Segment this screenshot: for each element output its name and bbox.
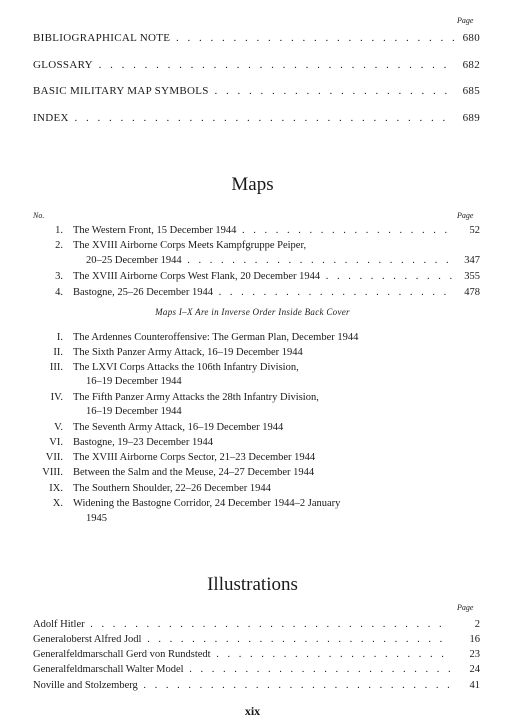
toc-entry-label: BASIC MILITARY MAP SYMBOLS . . .	[33, 84, 454, 98]
illustration-page: 16	[466, 633, 481, 646]
map-number: V.	[54, 422, 63, 433]
map-entry-VII[interactable]	[33, 451, 480, 464]
map-entry-X[interactable]	[33, 497, 480, 510]
map-page: 347	[460, 254, 480, 267]
map-page: 355	[460, 270, 480, 283]
map-entry-2[interactable]	[33, 239, 480, 252]
map-title: The Sixth Panzer Army Attack, 16–19 December 1944	[73, 347, 303, 358]
map-title: The Seventh Army Attack, 16–19 December 1944	[73, 422, 284, 433]
illustration-title: Generalfeldmarschall Gerd von Rundstedt . . .	[33, 648, 450, 661]
map-title-continued: 16–19 December 1944	[86, 376, 182, 387]
illustration-page: 24	[466, 663, 481, 676]
illustration-title: Noville and Stolzemberg . . .	[33, 679, 450, 692]
map-number: IX.	[49, 483, 63, 494]
illustration-page: 23	[466, 648, 481, 661]
page-column-header: Page	[457, 603, 474, 612]
map-entry-III[interactable]	[33, 361, 480, 374]
map-title-continued: 16–19 December 1944	[86, 406, 182, 417]
map-title-continued: 1945	[86, 513, 107, 524]
map-entry-VIII[interactable]	[33, 466, 480, 479]
map-number: 1.	[55, 225, 63, 236]
map-entry-II[interactable]	[33, 346, 480, 359]
map-title: Between the Salm and the Meuse, 24–27 December 1944	[73, 467, 315, 478]
illustration-entry-gerd-von-rundstedt[interactable]	[33, 648, 480, 661]
illustration-title: Adolf Hitler . . .	[33, 618, 450, 631]
map-number: I.	[56, 332, 63, 343]
page-column-header: Page	[457, 16, 474, 25]
toc-entry-label: BIBLIOGRAPHICAL NOTE . . .	[33, 31, 454, 45]
map-number: VI.	[49, 437, 63, 448]
map-title-continued: 20–25 December 1944 . . .	[86, 254, 452, 267]
toc-entry-page: 680	[459, 31, 480, 45]
map-entry-IX[interactable]	[33, 482, 480, 495]
toc-entry-bibliographical-note[interactable]	[33, 31, 480, 45]
no-column-header: No.	[33, 211, 45, 220]
illustration-entry-alfred-jodl[interactable]	[33, 633, 480, 646]
toc-entry-label: GLOSSARY . . .	[33, 58, 454, 72]
page-column-header: Page	[457, 211, 474, 220]
illustrations-heading: Illustrations	[207, 574, 298, 595]
map-number: IV.	[50, 392, 63, 403]
map-number: II.	[53, 347, 63, 358]
map-entry-1[interactable]	[33, 224, 480, 237]
map-title: The Western Front, 15 December 1944 . . .	[73, 224, 452, 237]
illustration-page: 2	[471, 618, 480, 631]
map-number: 4.	[55, 287, 63, 298]
map-entry-IV-continued	[33, 405, 480, 418]
map-entry-I[interactable]	[33, 331, 480, 344]
map-entry-3[interactable]	[33, 270, 480, 283]
map-title: Bastogne, 25–26 December 1944 . . .	[73, 286, 452, 299]
map-entry-III-continued	[33, 375, 480, 388]
map-entry-4[interactable]	[33, 286, 480, 299]
map-number: 3.	[55, 271, 63, 282]
map-title: The Fifth Panzer Army Attacks the 28th Infantry Division,	[73, 392, 319, 403]
map-title: The XVIII Airborne Corps West Flank, 20 December 1944 . . .	[73, 270, 452, 283]
illustration-entry-walter-model[interactable]	[33, 663, 480, 676]
illustration-entry-adolf-hitler[interactable]	[33, 618, 480, 631]
illustration-title: Generaloberst Alfred Jodl . . .	[33, 633, 450, 646]
toc-entry-page: 685	[459, 84, 480, 98]
illustration-page: 41	[466, 679, 481, 692]
illustration-title: Generalfeldmarschall Walter Model . . .	[33, 663, 450, 676]
map-number: VIII.	[42, 467, 63, 478]
map-number: III.	[49, 362, 63, 373]
inverse-order-note: Maps I–X Are in Inverse Order Inside Back Cover	[155, 307, 350, 317]
map-title: The LXVI Corps Attacks the 106th Infantry Division,	[73, 362, 299, 373]
map-page: 478	[460, 286, 480, 299]
map-title: Widening the Bastogne Corridor, 24 December 1944–2 January	[73, 498, 341, 509]
map-title: The XVIII Airborne Corps Meets Kampfgruppe Peiper,	[73, 240, 307, 251]
map-number: 2.	[55, 240, 63, 251]
map-entry-VI[interactable]	[33, 436, 480, 449]
map-title: The Ardennes Counteroffensive: The German Plan, December 1944	[73, 332, 359, 343]
map-entry-IV[interactable]	[33, 391, 480, 404]
map-page: 52	[466, 224, 481, 237]
toc-entry-page: 689	[459, 111, 480, 125]
toc-entry-label: INDEX . . .	[33, 111, 454, 125]
toc-entry-page: 682	[459, 58, 480, 72]
toc-entry-index[interactable]	[33, 111, 480, 125]
map-entry-X-continued	[33, 512, 480, 525]
maps-heading: Maps	[231, 174, 274, 195]
map-entry-V[interactable]	[33, 421, 480, 434]
map-number: X.	[52, 498, 63, 509]
map-entry-2-continued	[33, 254, 480, 267]
map-title: The Southern Shoulder, 22–26 December 1944	[73, 483, 271, 494]
map-title: Bastogne, 19–23 December 1944	[73, 437, 213, 448]
toc-entry-glossary[interactable]	[33, 58, 480, 72]
map-title: The XVIII Airborne Corps Sector, 21–23 December 1944	[73, 452, 316, 463]
illustration-entry-noville-and-stolzemberg[interactable]	[33, 679, 480, 692]
page-folio: xix	[244, 704, 261, 718]
toc-entry-basic-military-map-symbols[interactable]	[33, 84, 480, 98]
map-number: VII.	[45, 452, 63, 463]
